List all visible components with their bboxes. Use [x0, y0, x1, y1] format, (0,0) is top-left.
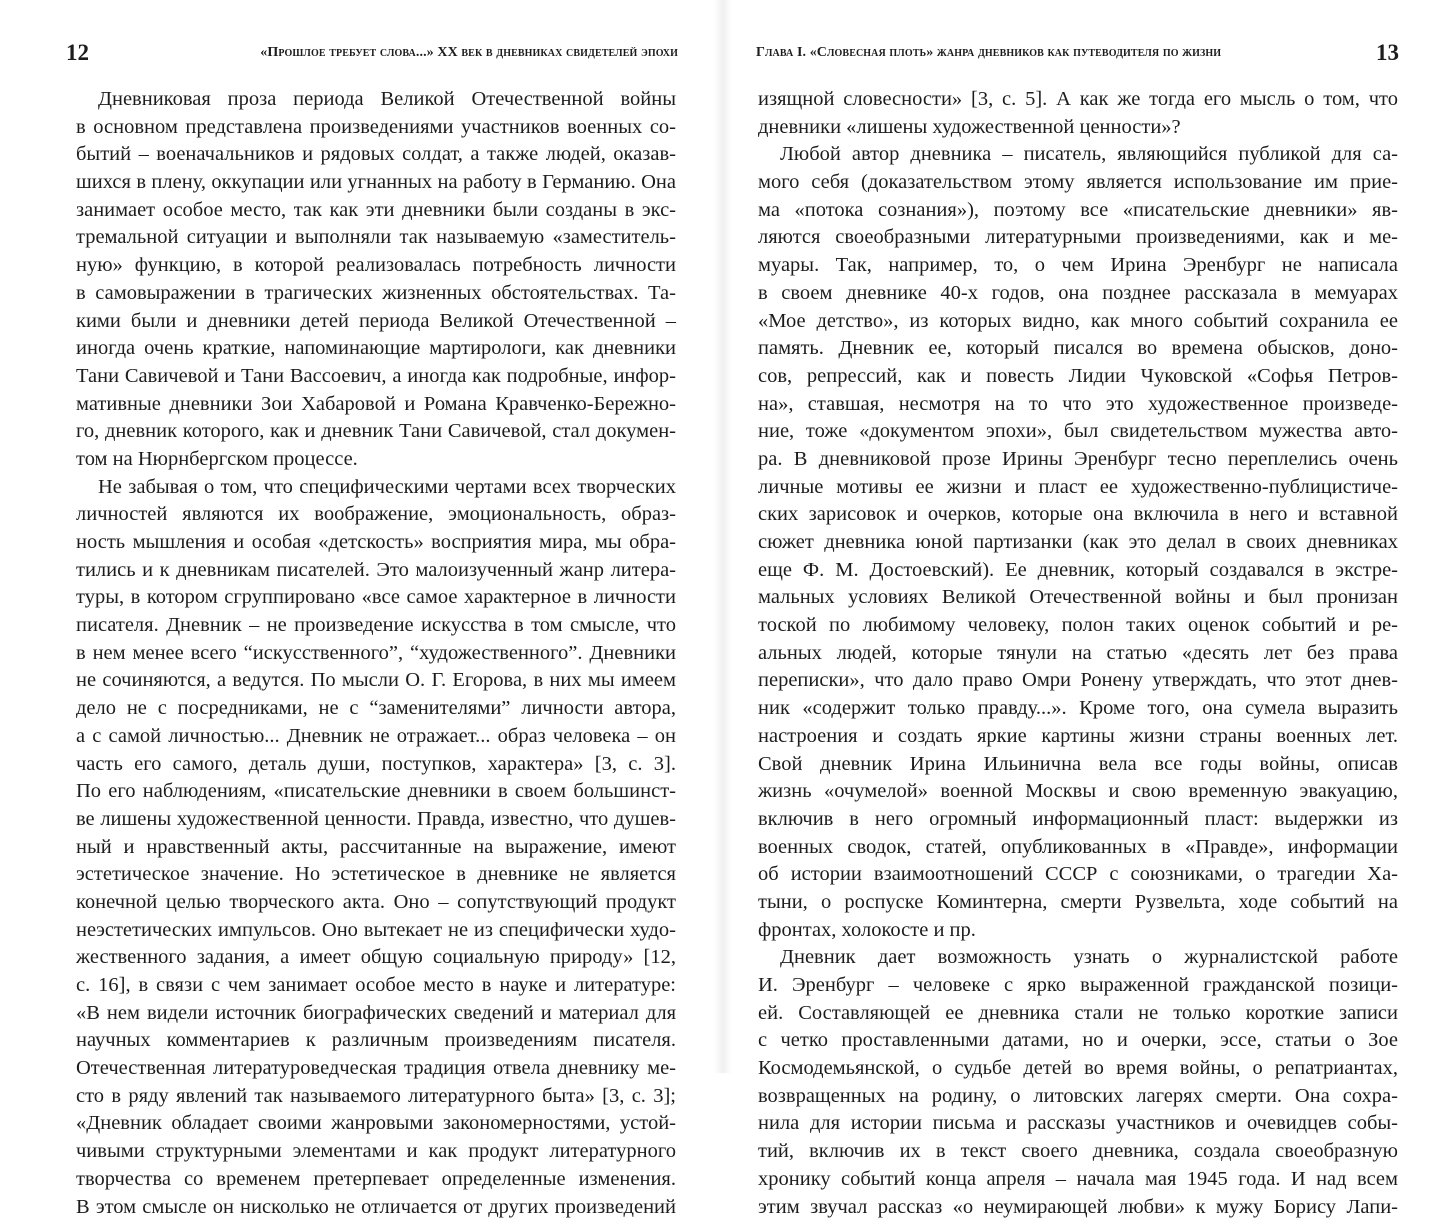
text-line: настроения и создать яркие картины жизни страны военных лет.	[758, 723, 1398, 751]
text-line: ляются своеобразными литературными произведениями, как и ме-	[758, 224, 1398, 252]
text-line: том на Нюрнбергском процессе.	[76, 446, 676, 474]
text-line: тоской по любимому человеку, полон таких оценок событий и ре-	[758, 612, 1398, 640]
text-line: ную» функцию, в которой реализовалась потребность личности	[76, 252, 676, 280]
text-line: жизнь «очумелой» военной Москвы и свою временную эвакуацию,	[758, 778, 1398, 806]
text-line: ма «потока сознания»), поэтому все «писательские дневники» яв-	[758, 197, 1398, 225]
text-line: личностей являются их воображение, эмоциональность, образ-	[76, 501, 676, 529]
text-line: неэстетических импульсов. Оно вытекает не из специфически худо-	[76, 917, 676, 945]
right-page	[722, 0, 1445, 1073]
text-line: ник «содержит только правду...». Кроме того, она сумела выразить	[758, 695, 1398, 723]
text-line: военных сводок, статей, опубликованных в «Правде», информации	[758, 834, 1398, 862]
text-line: ность мышления и особая «детскость» восприятия мира, мы обра-	[76, 529, 676, 557]
text-line: изящной словесности» [3, с. 5]. А как же тогда его мысль о том, что	[758, 86, 1398, 114]
text-line: тыни, о роспуске Коминтерна, смерти Рузвельта, ходе событий на	[758, 889, 1398, 917]
text-line: мальных условиях Великой Отечественной войны и был пронизан	[758, 584, 1398, 612]
text-line: писателя. Дневник – не произведение искусства в том смысле, что	[76, 612, 676, 640]
text-line: ей. Составляющей ее дневника стали не только короткие записи	[758, 1000, 1398, 1028]
text-line: научных комментариев к различным произведениям писателя.	[76, 1027, 676, 1055]
right-page-body	[758, 86, 1398, 1221]
text-line: В этом смысле он нисколько не отличается от других произведений	[76, 1194, 676, 1221]
text-line: «Мое детство», из которых видно, как много событий сохранила ее	[758, 308, 1398, 336]
text-line: По его наблюдениям, «писательские дневники в своем большинст-	[76, 778, 676, 806]
text-line: «В нем видели источник биографических сведений и материал для	[76, 1000, 676, 1028]
text-line: Космодемьянской, о судьбе детей во время войны, о репатриантах,	[758, 1055, 1398, 1083]
text-line: память. Дневник ее, который писался во времена обысков, доно-	[758, 335, 1398, 363]
text-line: сюжет дневника юной партизанки (как это делал в своих дневниках	[758, 529, 1398, 557]
text-line: включив в него огромный информационный пласт: выдержки из	[758, 806, 1398, 834]
text-line: об истории взаимоотношений СССР с союзниками, о трагедии Ха-	[758, 861, 1398, 889]
text-line: Любой автор дневника – писатель, являющийся публикой для са-	[758, 141, 1398, 169]
right-page-number: 13	[1376, 40, 1399, 66]
text-line: тий, включив их в текст своего дневника, создала своеобразную	[758, 1138, 1398, 1166]
text-line: в нем менее всего “искусственного”, “художественного”. Дневники	[76, 640, 676, 668]
text-line: чивыми структурными элементами и как продукт литературного	[76, 1138, 676, 1166]
text-line: переписки», что дало право Омри Ронену утверждать, что этот днев-	[758, 667, 1398, 695]
text-line: тремальной ситуации и выполняли так называемую «заместитель-	[76, 224, 676, 252]
text-line: личные мотивы ее жизни и пласт ее художественно-публицистиче-	[758, 474, 1398, 502]
text-line: в своем дневнике 40-х годов, она позднее рассказала в мемуарах	[758, 280, 1398, 308]
text-line: шихся в плену, оккупации или угнанных на работу в Германию. Она	[76, 169, 676, 197]
text-line: возвращенных на родину, о литовских лагерях смерти. Она сохра-	[758, 1083, 1398, 1111]
text-line: Дневник дает возможность узнать о журналистской работе	[758, 944, 1398, 972]
text-line: творчества со временем претерпевает определенные изменения.	[76, 1166, 676, 1194]
text-line: Свой дневник Ирина Ильинична вела все годы войны, описав	[758, 751, 1398, 779]
text-line: сто в ряду явлений так называемого литературного быта» [3, с. 3];	[76, 1083, 676, 1111]
text-line: мативные дневники Зои Хабаровой и Романа Кравченко-Бережно-	[76, 391, 676, 419]
text-line: с четко проставленными датами, но и очерки, эссе, статьи о Зое	[758, 1027, 1398, 1055]
text-line: «Дневник обладает своими жанровыми закономерностями, устой-	[76, 1110, 676, 1138]
text-line: этим звучал рассказ «о неумирающей любви» к мужу Борису Лапи-	[758, 1194, 1398, 1221]
right-running-head: Глава I. «Словесная плоть» жанра дневников как путеводителя по жизни	[756, 45, 1221, 61]
text-line: жественного задания, а имеет общую социальную природу» [12,	[76, 944, 676, 972]
text-line: с. 16], в связи с чем занимает особое место в науке и литературе:	[76, 972, 676, 1000]
left-page	[0, 0, 722, 1073]
text-line: ских зарисовок и очерков, которые она включила в него и вставной	[758, 501, 1398, 529]
text-line: еще Ф. М. Достоевский). Ее дневник, который создавался в экстре-	[758, 557, 1398, 585]
text-line: Отечественная литературоведческая традиция отвела дневнику ме-	[76, 1055, 676, 1083]
text-line: конечной целью творческого акта. Оно – сопутствующий продукт	[76, 889, 676, 917]
text-line: сов, репрессий, как и повесть Лидии Чуковской «Софья Петров-	[758, 363, 1398, 391]
text-line: занимает особое место, так как эти дневники были созданы в экс-	[76, 197, 676, 225]
text-line: в самовыражении в трагических жизненных обстоятельствах. Та-	[76, 280, 676, 308]
text-line: Тани Савичевой и Тани Вассоевич, а иногда как подробные, инфор-	[76, 363, 676, 391]
left-running-head: «Прошлое требует слова...» XX век в дневниках свидетелей эпохи	[260, 45, 678, 61]
text-line: не сочиняются, а ведутся. По мысли О. Г. Егорова, в них мы имеем	[76, 667, 676, 695]
right-page-header	[756, 38, 1399, 68]
text-line: альных людей, которые тянули на статью «десять лет без права	[758, 640, 1398, 668]
text-line: фронтах, холокосте и пр.	[758, 917, 1398, 945]
text-line: муары. Так, например, то, о чем Ирина Эренбург не написала	[758, 252, 1398, 280]
text-line: тились и к дневникам писателей. Это малоизученный жанр литера-	[76, 557, 676, 585]
text-line: го, дневник которого, как и дневник Тани Савичевой, стал докумен-	[76, 418, 676, 446]
text-line: часть его самого, деталь души, поступков, характера» [3, с. 3].	[76, 751, 676, 779]
text-line: кими были и дневники детей периода Великой Отечественной –	[76, 308, 676, 336]
text-line: бытий – военачальников и рядовых солдат, а также людей, оказав-	[76, 141, 676, 169]
text-line: ние, тоже «документом эпохи», был свидетельством мужества авто-	[758, 418, 1398, 446]
left-page-header	[66, 38, 678, 68]
text-line: в основном представлена произведениями участников военных со-	[76, 114, 676, 142]
text-line: а с самой личностью... Дневник не отражает... образ человека – он	[76, 723, 676, 751]
text-line: мого себя (доказательством этому является использование им прие-	[758, 169, 1398, 197]
text-line: ный и нравственный акты, рассчитанные на выражение, имеют	[76, 834, 676, 862]
text-line: дневники «лишены художественной ценности»?	[758, 114, 1398, 142]
text-line: на», ставшая, несмотря на то что это художественное произведе-	[758, 391, 1398, 419]
left-page-body	[76, 86, 676, 1221]
text-line: И. Эренбург – человеке с ярко выраженной гражданской позици-	[758, 972, 1398, 1000]
text-line: Не забывая о том, что специфическими чертами всех творческих	[76, 474, 676, 502]
text-line: ра. В дневниковой прозе Ирины Эренбург тесно переплелись очень	[758, 446, 1398, 474]
text-line: хронику событий конца апреля – начала мая 1945 года. И над всем	[758, 1166, 1398, 1194]
left-page-number: 12	[66, 40, 89, 66]
text-line: туры, в котором сгруппировано «все самое характерное в личности	[76, 584, 676, 612]
text-line: иногда очень краткие, напоминающие мартирологи, как дневники	[76, 335, 676, 363]
text-line: ве лишены художественной ценности. Правда, известно, что душев-	[76, 806, 676, 834]
text-line: нила для истории письма и рассказы участников и очевидцев собы-	[758, 1110, 1398, 1138]
text-line: дело не с посредниками, не с “заменителями” личности автора,	[76, 695, 676, 723]
text-line: Дневниковая проза периода Великой Отечественной войны	[76, 86, 676, 114]
text-line: эстетическое значение. Но эстетическое в дневнике не является	[76, 861, 676, 889]
